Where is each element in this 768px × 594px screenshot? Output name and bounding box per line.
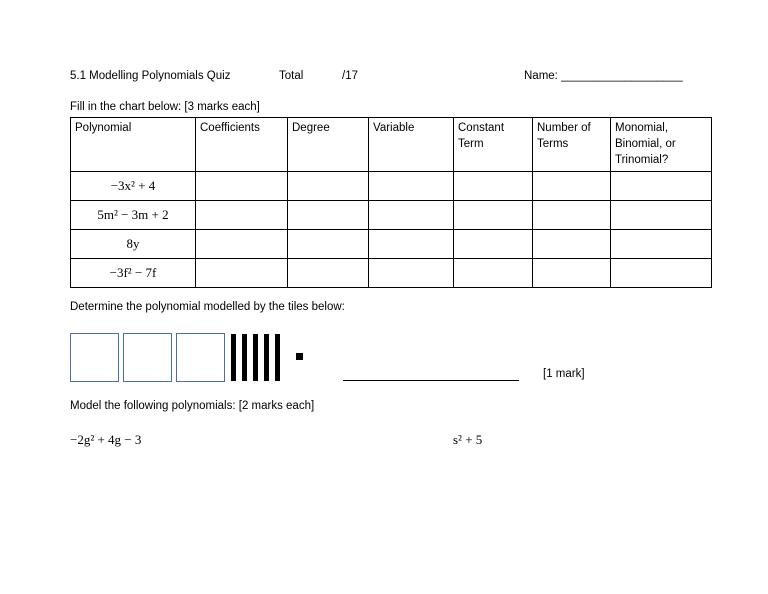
- polynomial-chart: [70, 117, 712, 288]
- x-squared-tile: [176, 333, 225, 382]
- x-tile: [253, 334, 258, 381]
- answer-cell[interactable]: [533, 201, 611, 230]
- polynomial-expression: s² + 5: [453, 432, 483, 447]
- answer-cell[interactable]: [288, 259, 369, 288]
- chart-header-row: [71, 118, 712, 172]
- column-header: Coefficients: [196, 118, 288, 172]
- quiz-title: 5.1 Modelling Polynomials Quiz: [70, 70, 231, 82]
- column-header: Polynomial: [71, 118, 196, 172]
- answer-cell[interactable]: [196, 230, 288, 259]
- unit-tile: [296, 353, 303, 360]
- answer-cell[interactable]: [611, 201, 712, 230]
- chart-instruction: Fill in the chart below: [3 marks each]: [70, 101, 260, 113]
- mark-label: [1 mark]: [543, 368, 585, 380]
- answer-cell[interactable]: [611, 172, 712, 201]
- x-tile: [264, 334, 269, 381]
- x-squared-tile: [123, 333, 172, 382]
- answer-cell[interactable]: [454, 259, 533, 288]
- table-row: [71, 230, 712, 259]
- x-tile: [275, 334, 280, 381]
- answer-cell[interactable]: [533, 172, 611, 201]
- polynomial-cell: 8y: [71, 230, 196, 259]
- column-header: Number of Terms: [533, 118, 611, 172]
- x-tile: [242, 334, 247, 381]
- total-label: Total: [279, 70, 304, 82]
- answer-cell[interactable]: [369, 201, 454, 230]
- column-header: Degree: [288, 118, 369, 172]
- total-value: /17: [342, 70, 358, 82]
- answer-cell[interactable]: [288, 201, 369, 230]
- answer-cell[interactable]: [369, 230, 454, 259]
- answer-cell[interactable]: [611, 230, 712, 259]
- table-row: [71, 259, 712, 288]
- table-row: [71, 172, 712, 201]
- answer-cell[interactable]: [533, 230, 611, 259]
- name-field[interactable]: Name: ___________________: [524, 70, 683, 82]
- answer-cell[interactable]: [288, 172, 369, 201]
- answer-line[interactable]: [343, 380, 519, 381]
- answer-cell[interactable]: [196, 172, 288, 201]
- answer-cell[interactable]: [369, 259, 454, 288]
- answer-cell[interactable]: [454, 201, 533, 230]
- answer-cell[interactable]: [196, 201, 288, 230]
- model-instruction: Model the following polynomials: [2 marks each]: [70, 400, 315, 412]
- answer-cell[interactable]: [454, 230, 533, 259]
- polynomial-cell: −3x² + 4: [71, 172, 196, 201]
- answer-cell[interactable]: [533, 259, 611, 288]
- answer-cell[interactable]: [288, 230, 369, 259]
- column-header: Constant Term: [454, 118, 533, 172]
- polynomial-cell: 5m² − 3m + 2: [71, 201, 196, 230]
- column-header: Monomial, Binomial, or Trinomial?: [611, 118, 712, 172]
- answer-cell[interactable]: [454, 172, 533, 201]
- x-tile: [231, 334, 236, 381]
- tiles-instruction: Determine the polynomial modelled by the tiles below:: [70, 301, 345, 313]
- column-header: Variable: [369, 118, 454, 172]
- answer-cell[interactable]: [196, 259, 288, 288]
- polynomial-expression: −2g² + 4g − 3: [70, 432, 142, 447]
- x-squared-tile: [70, 333, 119, 382]
- answer-cell[interactable]: [611, 259, 712, 288]
- table-row: [71, 201, 712, 230]
- polynomial-cell: −3f² − 7f: [71, 259, 196, 288]
- answer-cell[interactable]: [369, 172, 454, 201]
